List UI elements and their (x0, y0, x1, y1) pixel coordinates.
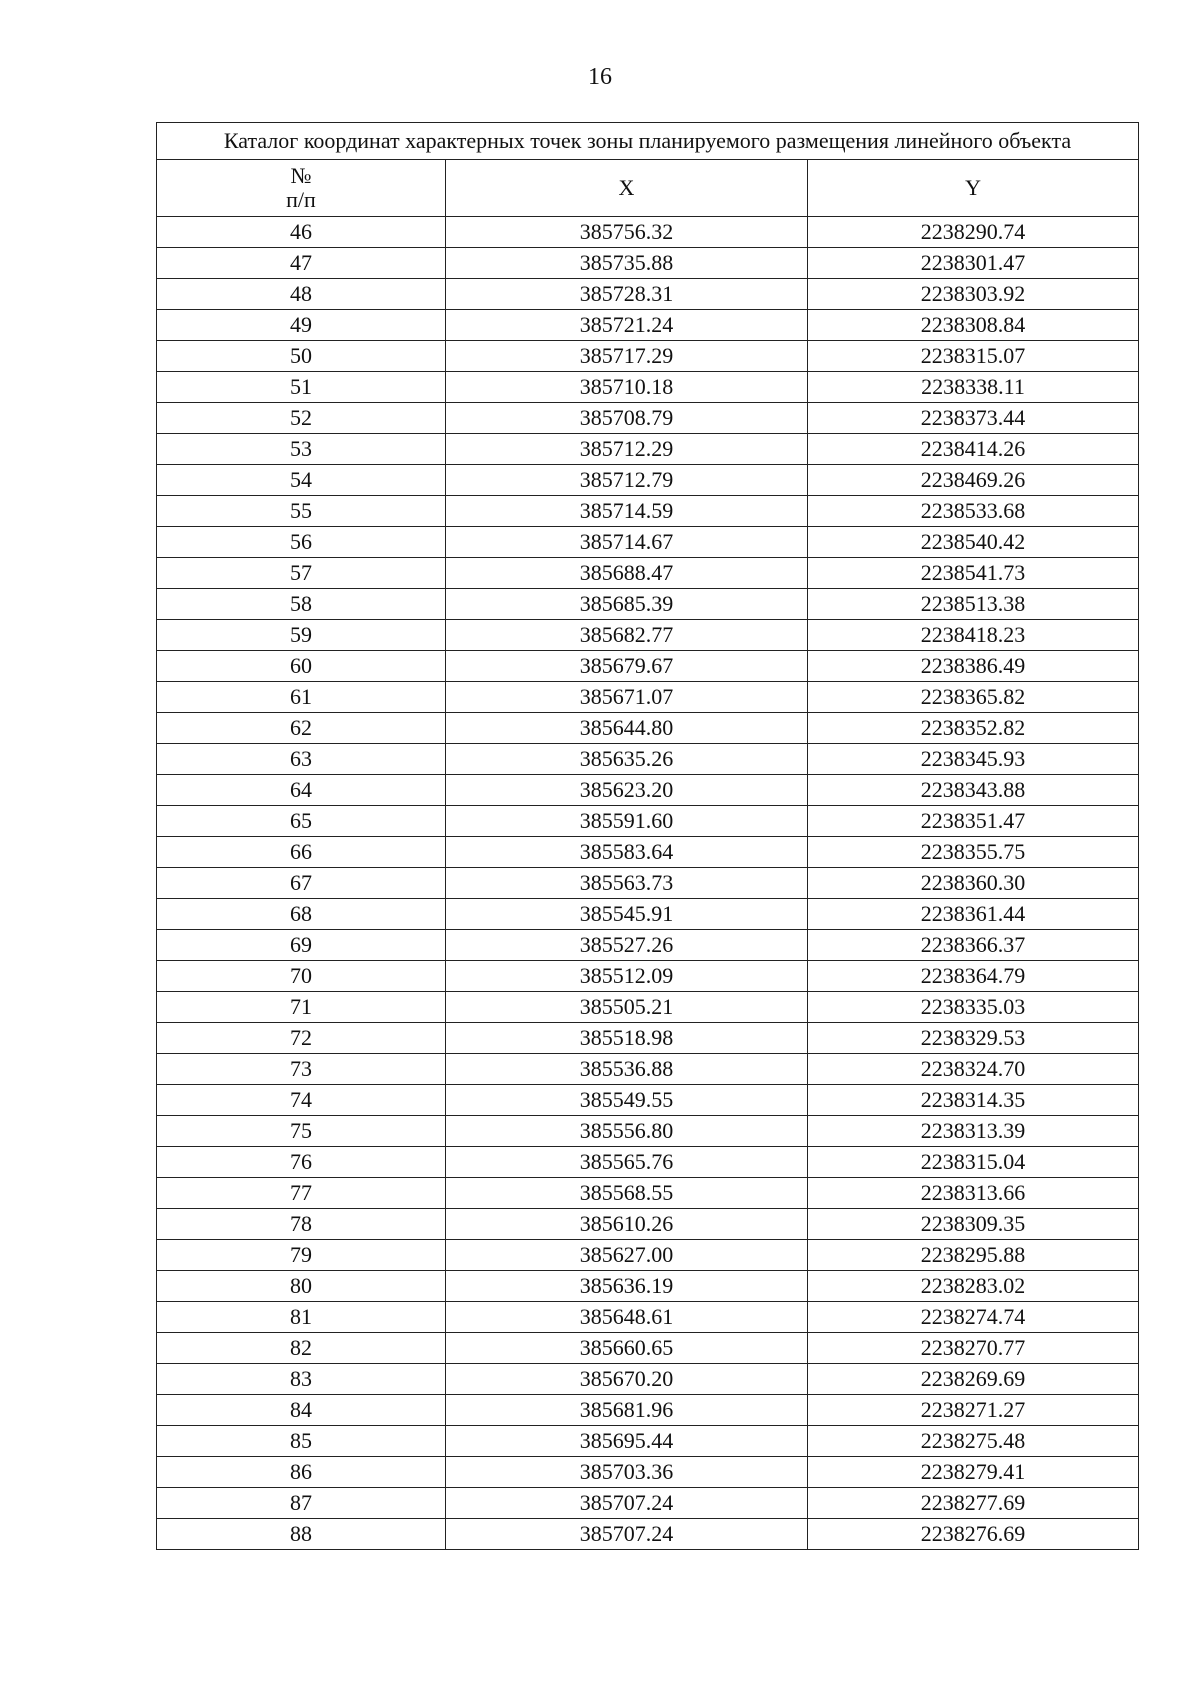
x-coordinate-cell: 385712.79 (446, 465, 808, 496)
x-coordinate-cell: 385545.91 (446, 899, 808, 930)
x-coordinate-cell: 385714.59 (446, 496, 808, 527)
point-number-cell: 65 (157, 806, 446, 837)
table-row (157, 651, 1139, 682)
x-coordinate-cell: 385707.24 (446, 1488, 808, 1519)
column-header-y: Y (808, 160, 1139, 217)
table-row (157, 1488, 1139, 1519)
table-row (157, 1333, 1139, 1364)
x-coordinate-cell: 385710.18 (446, 372, 808, 403)
point-number-cell: 79 (157, 1240, 446, 1271)
table-row (157, 527, 1139, 558)
point-number-cell: 88 (157, 1519, 446, 1550)
y-coordinate-cell: 2238373.44 (808, 403, 1139, 434)
y-coordinate-cell: 2238418.23 (808, 620, 1139, 651)
y-coordinate-cell: 2238338.11 (808, 372, 1139, 403)
point-number-cell: 57 (157, 558, 446, 589)
y-coordinate-cell: 2238386.49 (808, 651, 1139, 682)
point-number-cell: 70 (157, 961, 446, 992)
table-row (157, 1085, 1139, 1116)
y-coordinate-cell: 2238308.84 (808, 310, 1139, 341)
y-coordinate-cell: 2238541.73 (808, 558, 1139, 589)
point-number-cell: 49 (157, 310, 446, 341)
table-title: Каталог координат характерных точек зоны планируемого размещения линейного объекта (157, 123, 1139, 160)
y-coordinate-cell: 2238313.39 (808, 1116, 1139, 1147)
x-coordinate-cell: 385568.55 (446, 1178, 808, 1209)
y-coordinate-cell: 2238335.03 (808, 992, 1139, 1023)
point-number-cell: 84 (157, 1395, 446, 1426)
table-row (157, 248, 1139, 279)
point-number-cell: 68 (157, 899, 446, 930)
x-coordinate-cell: 385703.36 (446, 1457, 808, 1488)
table-row (157, 1023, 1139, 1054)
column-header-x: X (446, 160, 808, 217)
point-number-cell: 87 (157, 1488, 446, 1519)
table-row (157, 1395, 1139, 1426)
table-row (157, 372, 1139, 403)
table-row (157, 1209, 1139, 1240)
y-coordinate-cell: 2238271.27 (808, 1395, 1139, 1426)
table-row (157, 930, 1139, 961)
table-title-row (157, 123, 1139, 160)
y-coordinate-cell: 2238313.66 (808, 1178, 1139, 1209)
x-coordinate-cell: 385728.31 (446, 279, 808, 310)
table-row (157, 775, 1139, 806)
x-coordinate-cell: 385627.00 (446, 1240, 808, 1271)
y-coordinate-cell: 2238276.69 (808, 1519, 1139, 1550)
x-coordinate-cell: 385671.07 (446, 682, 808, 713)
table-row (157, 1302, 1139, 1333)
point-number-cell: 73 (157, 1054, 446, 1085)
x-coordinate-cell: 385707.24 (446, 1519, 808, 1550)
table-row (157, 1147, 1139, 1178)
table-row (157, 961, 1139, 992)
point-number-cell: 46 (157, 217, 446, 248)
y-coordinate-cell: 2238309.35 (808, 1209, 1139, 1240)
point-number-cell: 50 (157, 341, 446, 372)
point-number-cell: 66 (157, 837, 446, 868)
coordinates-table (156, 122, 1139, 1550)
y-coordinate-cell: 2238345.93 (808, 744, 1139, 775)
table-row (157, 1426, 1139, 1457)
x-coordinate-cell: 385648.61 (446, 1302, 808, 1333)
point-number-cell: 58 (157, 589, 446, 620)
point-number-cell: 52 (157, 403, 446, 434)
x-coordinate-cell: 385549.55 (446, 1085, 808, 1116)
x-coordinate-cell: 385688.47 (446, 558, 808, 589)
x-coordinate-cell: 385527.26 (446, 930, 808, 961)
table-row (157, 1271, 1139, 1302)
table-row (157, 1240, 1139, 1271)
point-number-cell: 67 (157, 868, 446, 899)
table-row (157, 403, 1139, 434)
table-row (157, 434, 1139, 465)
point-number-cell: 74 (157, 1085, 446, 1116)
y-coordinate-cell: 2238314.35 (808, 1085, 1139, 1116)
point-number-cell: 56 (157, 527, 446, 558)
column-header-number (157, 160, 446, 217)
page-number: 16 (588, 64, 612, 90)
y-coordinate-cell: 2238295.88 (808, 1240, 1139, 1271)
y-coordinate-cell: 2238366.37 (808, 930, 1139, 961)
table-row (157, 744, 1139, 775)
y-coordinate-cell: 2238533.68 (808, 496, 1139, 527)
y-coordinate-cell: 2238324.70 (808, 1054, 1139, 1085)
y-coordinate-cell: 2238274.74 (808, 1302, 1139, 1333)
x-coordinate-cell: 385685.39 (446, 589, 808, 620)
point-number-cell: 61 (157, 682, 446, 713)
x-coordinate-cell: 385660.65 (446, 1333, 808, 1364)
y-coordinate-cell: 2238315.04 (808, 1147, 1139, 1178)
x-coordinate-cell: 385756.32 (446, 217, 808, 248)
x-coordinate-cell: 385505.21 (446, 992, 808, 1023)
point-number-cell: 54 (157, 465, 446, 496)
table-row (157, 682, 1139, 713)
y-coordinate-cell: 2238352.82 (808, 713, 1139, 744)
y-coordinate-cell: 2238329.53 (808, 1023, 1139, 1054)
x-coordinate-cell: 385644.80 (446, 713, 808, 744)
point-number-cell: 81 (157, 1302, 446, 1333)
point-number-cell: 51 (157, 372, 446, 403)
x-coordinate-cell: 385636.19 (446, 1271, 808, 1302)
x-coordinate-cell: 385695.44 (446, 1426, 808, 1457)
y-coordinate-cell: 2238365.82 (808, 682, 1139, 713)
x-coordinate-cell: 385635.26 (446, 744, 808, 775)
x-coordinate-cell: 385623.20 (446, 775, 808, 806)
point-number-cell: 62 (157, 713, 446, 744)
y-coordinate-cell: 2238513.38 (808, 589, 1139, 620)
x-coordinate-cell: 385518.98 (446, 1023, 808, 1054)
table-row (157, 868, 1139, 899)
y-coordinate-cell: 2238364.79 (808, 961, 1139, 992)
point-number-cell: 86 (157, 1457, 446, 1488)
table-header-row (157, 160, 1139, 217)
y-coordinate-cell: 2238361.44 (808, 899, 1139, 930)
x-coordinate-cell: 385591.60 (446, 806, 808, 837)
point-number-cell: 60 (157, 651, 446, 682)
x-coordinate-cell: 385682.77 (446, 620, 808, 651)
column-header-number-symbol: № (290, 163, 312, 188)
table-row (157, 1054, 1139, 1085)
y-coordinate-cell: 2238360.30 (808, 868, 1139, 899)
x-coordinate-cell: 385556.80 (446, 1116, 808, 1147)
table-row (157, 806, 1139, 837)
table-row (157, 558, 1139, 589)
x-coordinate-cell: 385712.29 (446, 434, 808, 465)
point-number-cell: 47 (157, 248, 446, 279)
x-coordinate-cell: 385735.88 (446, 248, 808, 279)
y-coordinate-cell: 2238269.69 (808, 1364, 1139, 1395)
table-row (157, 1457, 1139, 1488)
table-row (157, 1178, 1139, 1209)
table-row (157, 310, 1139, 341)
y-coordinate-cell: 2238414.26 (808, 434, 1139, 465)
y-coordinate-cell: 2238270.77 (808, 1333, 1139, 1364)
y-coordinate-cell: 2238315.07 (808, 341, 1139, 372)
y-coordinate-cell: 2238279.41 (808, 1457, 1139, 1488)
x-coordinate-cell: 385563.73 (446, 868, 808, 899)
y-coordinate-cell: 2238275.48 (808, 1426, 1139, 1457)
table-row (157, 899, 1139, 930)
x-coordinate-cell: 385708.79 (446, 403, 808, 434)
y-coordinate-cell: 2238283.02 (808, 1271, 1139, 1302)
x-coordinate-cell: 385717.29 (446, 341, 808, 372)
table-row (157, 279, 1139, 310)
x-coordinate-cell: 385714.67 (446, 527, 808, 558)
table-row (157, 713, 1139, 744)
y-coordinate-cell: 2238277.69 (808, 1488, 1139, 1519)
table-row (157, 341, 1139, 372)
point-number-cell: 76 (157, 1147, 446, 1178)
y-coordinate-cell: 2238351.47 (808, 806, 1139, 837)
column-header-number-label: п/п (286, 187, 316, 212)
x-coordinate-cell: 385565.76 (446, 1147, 808, 1178)
point-number-cell: 71 (157, 992, 446, 1023)
y-coordinate-cell: 2238540.42 (808, 527, 1139, 558)
x-coordinate-cell: 385536.88 (446, 1054, 808, 1085)
point-number-cell: 48 (157, 279, 446, 310)
table-row (157, 837, 1139, 868)
x-coordinate-cell: 385681.96 (446, 1395, 808, 1426)
table-row (157, 1364, 1139, 1395)
x-coordinate-cell: 385721.24 (446, 310, 808, 341)
point-number-cell: 72 (157, 1023, 446, 1054)
table-row (157, 1116, 1139, 1147)
y-coordinate-cell: 2238355.75 (808, 837, 1139, 868)
y-coordinate-cell: 2238303.92 (808, 279, 1139, 310)
point-number-cell: 59 (157, 620, 446, 651)
table-row (157, 589, 1139, 620)
y-coordinate-cell: 2238469.26 (808, 465, 1139, 496)
point-number-cell: 78 (157, 1209, 446, 1240)
table-row (157, 465, 1139, 496)
point-number-cell: 69 (157, 930, 446, 961)
x-coordinate-cell: 385583.64 (446, 837, 808, 868)
table-row (157, 620, 1139, 651)
table-row (157, 992, 1139, 1023)
point-number-cell: 63 (157, 744, 446, 775)
point-number-cell: 77 (157, 1178, 446, 1209)
point-number-cell: 75 (157, 1116, 446, 1147)
point-number-cell: 64 (157, 775, 446, 806)
point-number-cell: 53 (157, 434, 446, 465)
x-coordinate-cell: 385610.26 (446, 1209, 808, 1240)
point-number-cell: 82 (157, 1333, 446, 1364)
table-row (157, 1519, 1139, 1550)
point-number-cell: 85 (157, 1426, 446, 1457)
x-coordinate-cell: 385670.20 (446, 1364, 808, 1395)
y-coordinate-cell: 2238301.47 (808, 248, 1139, 279)
x-coordinate-cell: 385679.67 (446, 651, 808, 682)
point-number-cell: 80 (157, 1271, 446, 1302)
y-coordinate-cell: 2238290.74 (808, 217, 1139, 248)
point-number-cell: 55 (157, 496, 446, 527)
y-coordinate-cell: 2238343.88 (808, 775, 1139, 806)
x-coordinate-cell: 385512.09 (446, 961, 808, 992)
table-row (157, 217, 1139, 248)
table-row (157, 496, 1139, 527)
point-number-cell: 83 (157, 1364, 446, 1395)
